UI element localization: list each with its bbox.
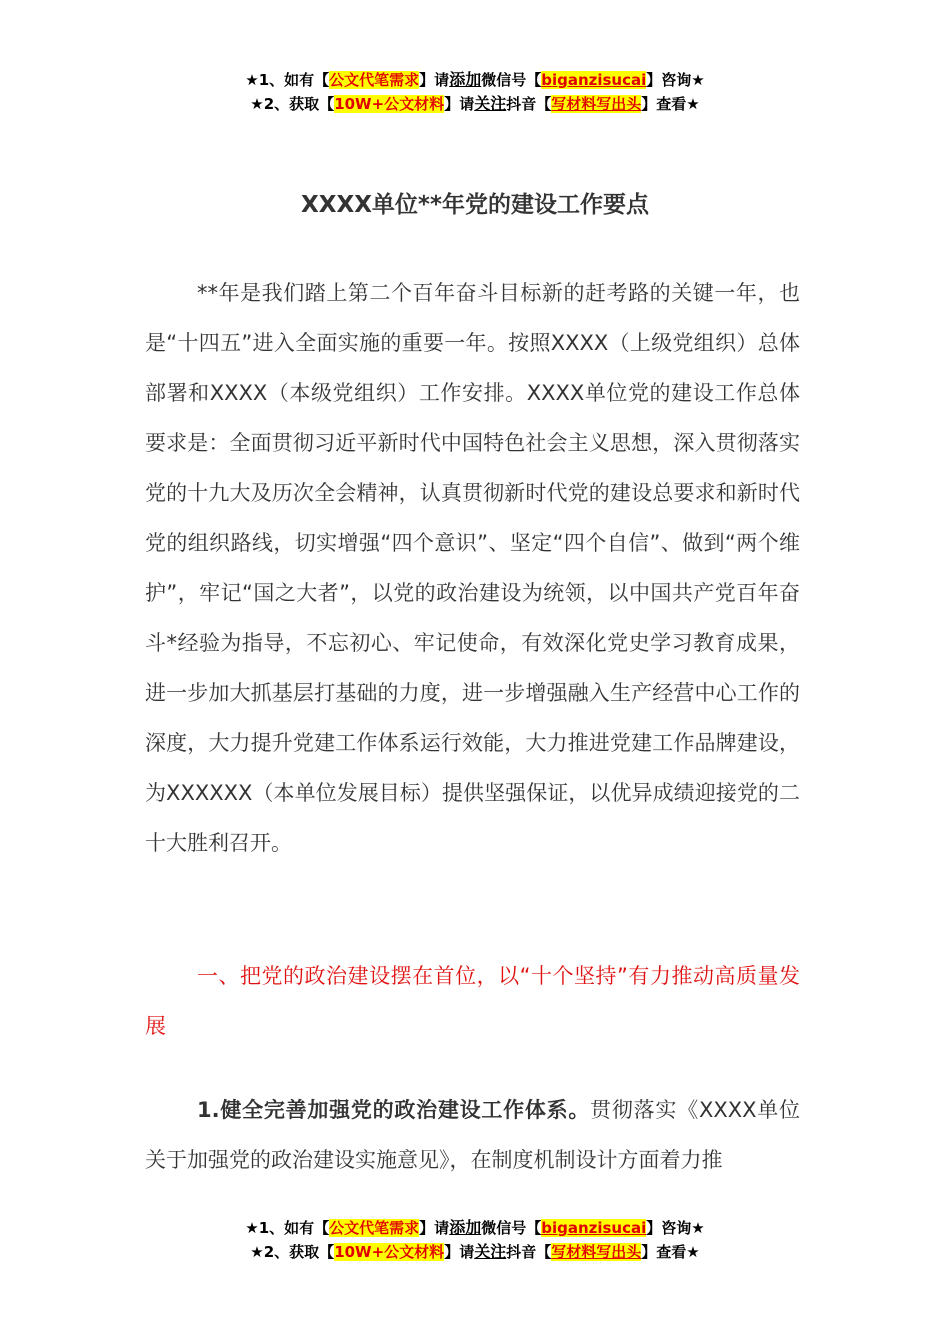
underlined-text: 添加 [449, 1218, 482, 1237]
banner-text: 】请 [419, 1219, 450, 1237]
highlight-text: 公文代笔需求 [329, 71, 420, 89]
banner-text: ★2、获取【 [250, 1243, 335, 1261]
section-heading: 一、把党的政治建设摆在首位，以“十个坚持”有力推动高质量发展 [145, 964, 800, 1038]
banner-text: 】请 [444, 95, 475, 113]
highlight-text: 10W+公文材料 [334, 95, 445, 113]
highlight-text: 10W+公文材料 [334, 1243, 445, 1261]
intro-paragraph: **年是我们踏上第二个百年奋斗目标新的赶考路的关键一年，也是“十四五”进入全面实施的重要一年。按照XXXX（上级党组织）总体部署和XXXX（本级党组织）工作安排。XXXX单位党的建设工作总体要求是：全面贯彻习近平新时代中国特色社会主义思想，深入贯彻落实党的十九大及历次全会精神，认真贯彻新时代党的建设总要求和新时代党的组织路线，切实增强“四个意识”、坚定“四个自信”、做到“两个维护”，牢记“国之大者”，以党的政治建设为统领，以中国共产党百年奋斗*经验为指导，不忘初心、牢记使命，有效深化党史学习教育成果，进一步加大抓基层打基础的力度，进一步增强融入生产经营中心工作的深度，大力提升党建工作体系运行效能，大力推进党建工作品牌建设，为XXXXXX（本单位发展目标）提供坚强保证，以优异成绩迎接党的二十大胜利召开。 [145, 281, 800, 855]
footer-banner [0, 1216, 950, 1264]
banner-line-1 [0, 1216, 950, 1240]
banner-text: 】请 [419, 71, 450, 89]
banner-text: 】查看★ [641, 95, 700, 113]
item-lead: 1.健全完善加强党的政治建设工作体系。 [197, 1098, 591, 1122]
wechat-id-link[interactable]: biganzisucai [541, 71, 647, 89]
banner-text: ★1、如有【 [245, 1219, 330, 1237]
banner-text: ★2、获取【 [250, 95, 335, 113]
banner-text: 】咨询★ [646, 1219, 705, 1237]
underlined-text: 添加 [449, 70, 482, 89]
banner-text: 】咨询★ [646, 71, 705, 89]
underlined-text: 关注 [474, 1242, 507, 1261]
banner-text: ★1、如有【 [245, 71, 330, 89]
header-banner [0, 68, 950, 116]
banner-text: 微信号【 [481, 71, 542, 89]
banner-text: 抖音【 [506, 95, 552, 113]
item-paragraph [145, 1085, 800, 1185]
banner-line-2 [0, 92, 950, 116]
banner-line-2 [0, 1240, 950, 1264]
banner-text: 抖音【 [506, 1243, 552, 1261]
banner-line-1 [0, 68, 950, 92]
banner-text: 】查看★ [641, 1243, 700, 1261]
highlight-text: 公文代笔需求 [329, 1219, 420, 1237]
banner-text: 微信号【 [481, 1219, 542, 1237]
banner-text: 】请 [444, 1243, 475, 1261]
douyin-account-link[interactable]: 写材料写出头 [551, 95, 642, 113]
underlined-text: 关注 [474, 94, 507, 113]
item-text: 贯彻落实《XXXX单位关于加强党的政治建设实施意见》，在制度机制设计方面着力推 [145, 1098, 800, 1172]
wechat-id-link[interactable]: biganzisucai [541, 1219, 647, 1237]
douyin-account-link[interactable]: 写材料写出头 [551, 1243, 642, 1261]
document-title: XXXX单位**年党的建设工作要点 [301, 192, 649, 218]
